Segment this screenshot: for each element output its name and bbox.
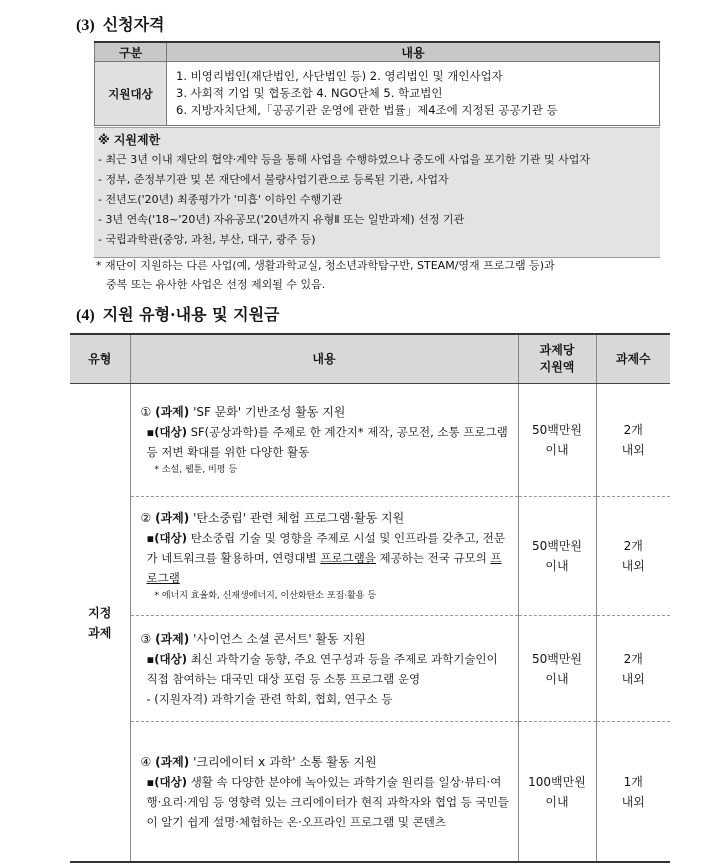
row-number: ① — [140, 405, 152, 420]
row-desc-underlined: 프로그램을 — [320, 551, 376, 566]
type-label — [70, 384, 130, 862]
count-line1: 1개 — [623, 774, 643, 789]
restriction-item: - 3년 연속('18~'20년) 자유공모('20년까지 유형Ⅱ 또는 일반과제) 선정 기관 — [98, 213, 465, 226]
section3-heading — [76, 12, 164, 35]
restriction-item: - 전년도('20년) 최종평가가 '미흡' 이하인 수행기관 — [98, 193, 343, 206]
row-title — [141, 508, 512, 528]
count-line1: 2개 — [623, 651, 643, 666]
header-content: 내용 — [130, 334, 518, 384]
row-desc: ▪(대상) 최신 과학기술 동향, 주요 연구성과 등을 주제로 과학기술인이 직접 참여하는 대국민 대상 포럼 등 소통 프로그램 운영 — [146, 651, 498, 686]
row-count — [596, 497, 670, 616]
amount-line2: 이내 — [545, 559, 569, 574]
amount-line1: 50백만원 — [531, 651, 583, 666]
row-desc-text: 생활 속 다양한 분야에 녹아있는 과학기술 원리를 일상·뷰티·여행·요리·게임 등 영향력 있는 크리에이터가 현직 과학자와 협업 등 국민들이 알기 쉽게 설명·체험하는 온·오프라인 프로그램 및 콘텐츠 — [146, 774, 509, 829]
section3-number: (3) — [76, 17, 95, 34]
header-count: 과제수 — [596, 334, 670, 384]
row-count — [596, 722, 670, 862]
row-desc-text: SF(공상과학)를 주제로 한 계간지* 제작, 공모전, 소통 프로그램 등 저변 확대를 위한 다양한 활동 — [146, 425, 508, 460]
header-amount-line2: 지원액 — [539, 360, 575, 375]
header-amount — [518, 334, 596, 384]
row-content — [130, 722, 518, 862]
row-count — [596, 384, 670, 497]
restriction-item: - 국립과학관(중앙, 과천, 부산, 대구, 광주 등) — [98, 233, 316, 246]
row-title — [141, 629, 512, 649]
count-line1: 2개 — [623, 539, 643, 554]
header-amount-line1: 과제당 — [539, 343, 575, 358]
note-line: * 재단이 지원하는 다른 사업(예, 생활과학교실, 청소년과학탐구반, STEAM/영재 프로그램 등)과 — [96, 259, 555, 272]
row-title-text: 'SF 문화' 기반조성 활동 지원 — [193, 405, 346, 420]
target-line: 6. 지방자치단체,「공공기관 운영에 관한 법률」제4조에 지정된 공공기관 등 — [176, 103, 558, 117]
row-desc: ▪(대상) 탄소중립 기술 및 영향을 주제로 시설 및 인프라를 갖추고, 전문가 네트워크를 활용하며, 연령대별 프로그램을 제공하는 전국 규모의 프로그램 — [146, 531, 505, 586]
row-content — [130, 497, 518, 616]
row-content — [130, 616, 518, 722]
duplicate-note — [96, 256, 666, 294]
target-tag: (대상) — [154, 774, 188, 789]
count-line2: 내외 — [621, 794, 645, 809]
row-footnote: * 에너지 효율화, 신재생에너지, 이산화탄소 포집·활용 등 — [154, 591, 377, 602]
section3-title: 신청자격 — [102, 15, 165, 34]
target-tag: (대상) — [154, 651, 188, 666]
row-desc-text: 제공하는 전국 규모의 — [375, 551, 491, 566]
row-amount — [518, 616, 596, 722]
target-line: 3. 사회적 기업 및 협동조합 4. NGO단체 5. 학교법인 — [176, 86, 443, 100]
col-category: 구분 — [95, 42, 167, 62]
row-title-text: '크리에이터 x 과학' 소통 활동 지원 — [193, 754, 377, 769]
row-amount — [518, 384, 596, 497]
row-desc-text: 최신 과학기술 동향, 주요 연구성과 등을 주제로 과학기술인이 직접 참여하는 대국민 대상 포럼 등 소통 프로그램 운영 — [146, 651, 498, 686]
section4-heading — [76, 302, 280, 325]
eligibility-table — [94, 41, 660, 126]
row-extra: - (지원자격) 과학기술 관련 학회, 협회, 연구소 등 — [146, 691, 393, 706]
table-row — [70, 384, 670, 497]
type-label-line2: 과제 — [88, 625, 112, 640]
restriction-item: - 최근 3년 이내 재단의 협약·계약 등을 통해 사업을 수행하였으나 중도에 사업을 포기한 기관 및 사업자 — [98, 153, 590, 166]
amount-line2: 이내 — [545, 671, 569, 686]
amount-line2: 이내 — [545, 794, 569, 809]
support-restrictions — [94, 127, 660, 258]
table-row — [70, 497, 670, 616]
target-line: 1. 비영리법인(재단법인, 사단법인 등) 2. 영리법인 및 개인사업자 — [176, 69, 503, 83]
col-content: 내용 — [167, 42, 660, 62]
row-number: ③ — [140, 631, 152, 646]
restriction-item: - 정부, 준정부기관 및 본 재단에서 불량사업기관으로 등록된 기관, 사업자 — [98, 173, 449, 186]
row-label-target: 지원대상 — [95, 62, 167, 126]
amount-line1: 50백만원 — [531, 539, 583, 554]
row-desc-text: 탄소중립 기술 및 영향을 주제로 시설 및 인프라를 갖추고, 전문가 네트워크를 활용하며, 연령대별 — [146, 531, 505, 566]
row-tag: (과제) — [155, 405, 190, 420]
row-amount — [518, 497, 596, 616]
restrictions-title: ※ 지원제한 — [98, 133, 161, 147]
type-label-line1: 지정 — [88, 605, 112, 620]
target-tag: (대상) — [154, 425, 188, 440]
header-type: 유형 — [70, 334, 130, 384]
support-type-table — [70, 333, 670, 863]
row-desc-underlined: 프로그램 — [146, 551, 502, 586]
row-desc: ▪(대상) 생활 속 다양한 분야에 녹아있는 과학기술 원리를 일상·뷰티·여행·요리·게임 등 영향력 있는 크리에이터가 현직 과학자와 협업 등 국민들이 알기 쉽게 설명·체험하는 온·오프라인 프로그램 및 콘텐츠 — [146, 774, 509, 829]
row-title-text: '사이언스 소셜 콘서트' 활동 지원 — [193, 631, 366, 646]
row-title — [141, 402, 512, 422]
row-title-text: '탄소중립' 관련 체험 프로그램·활동 지원 — [193, 511, 405, 526]
amount-line2: 이내 — [545, 443, 569, 458]
table-row — [70, 616, 670, 722]
row-number: ④ — [140, 754, 152, 769]
note-line: 중복 또는 유사한 사업은 선정 제외될 수 있음. — [106, 278, 326, 291]
count-line1: 2개 — [623, 423, 643, 438]
row-count — [596, 616, 670, 722]
amount-line1: 100백만원 — [528, 774, 586, 789]
count-line2: 내외 — [621, 559, 645, 574]
row-footnote: * 소설, 웹툰, 비평 등 — [154, 465, 238, 476]
row-tag: (과제) — [155, 754, 190, 769]
section4-title: 지원 유형·내용 및 지원금 — [102, 305, 280, 324]
row-content — [130, 384, 518, 497]
target-lines — [167, 62, 660, 126]
row-tag: (과제) — [155, 511, 190, 526]
amount-line1: 50백만원 — [531, 423, 583, 438]
row-title — [141, 752, 512, 772]
target-tag: (대상) — [154, 531, 188, 546]
row-number: ② — [140, 511, 152, 526]
row-desc: ▪(대상) SF(공상과학)를 주제로 한 계간지* 제작, 공모전, 소통 프로그램 등 저변 확대를 위한 다양한 활동 — [146, 425, 508, 460]
count-line2: 내외 — [621, 443, 645, 458]
row-amount — [518, 722, 596, 862]
table-row — [70, 722, 670, 862]
section4-number: (4) — [76, 307, 95, 324]
count-line2: 내외 — [621, 671, 645, 686]
row-tag: (과제) — [155, 631, 190, 646]
